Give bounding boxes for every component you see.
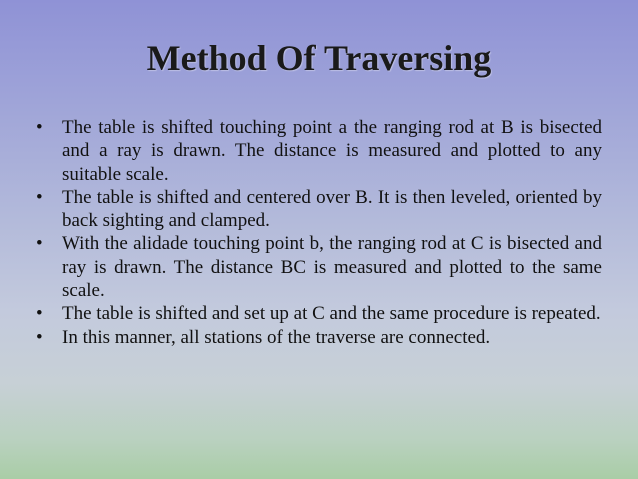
- bullet-item: [36, 116, 602, 186]
- bullet-text: The table is shifted and centered over B. It is then leveled, oriented by back sighting and clamped.: [62, 186, 602, 232]
- bullet-icon: •: [36, 303, 43, 325]
- bullet-item: [36, 186, 602, 233]
- bullet-list: [36, 116, 602, 349]
- bullet-icon: •: [36, 326, 43, 348]
- bullet-icon: •: [36, 186, 43, 208]
- bullet-item: [36, 302, 602, 325]
- bullet-text: In this manner, all stations of the traverse are connected.: [62, 326, 491, 348]
- bullet-text: The table is shifted and set up at C and the same procedure is repeated.: [62, 303, 601, 325]
- bullet-item: [36, 232, 602, 302]
- bullet-text: With the alidade touching point b, the ranging rod at C is bisected and ray is drawn. The distance BC is measured and plotted to the same scale.: [62, 233, 602, 302]
- bullet-icon: •: [36, 117, 43, 138]
- bullet-icon: •: [36, 233, 43, 255]
- slide-title: Method Of Traversing: [146, 38, 492, 78]
- bullet-item: [36, 326, 602, 349]
- bullet-text: The table is shifted touching point a the ranging rod at B is bisected and a ray is drawn. The distance is measured and plotted to any suitable scale.: [62, 117, 602, 185]
